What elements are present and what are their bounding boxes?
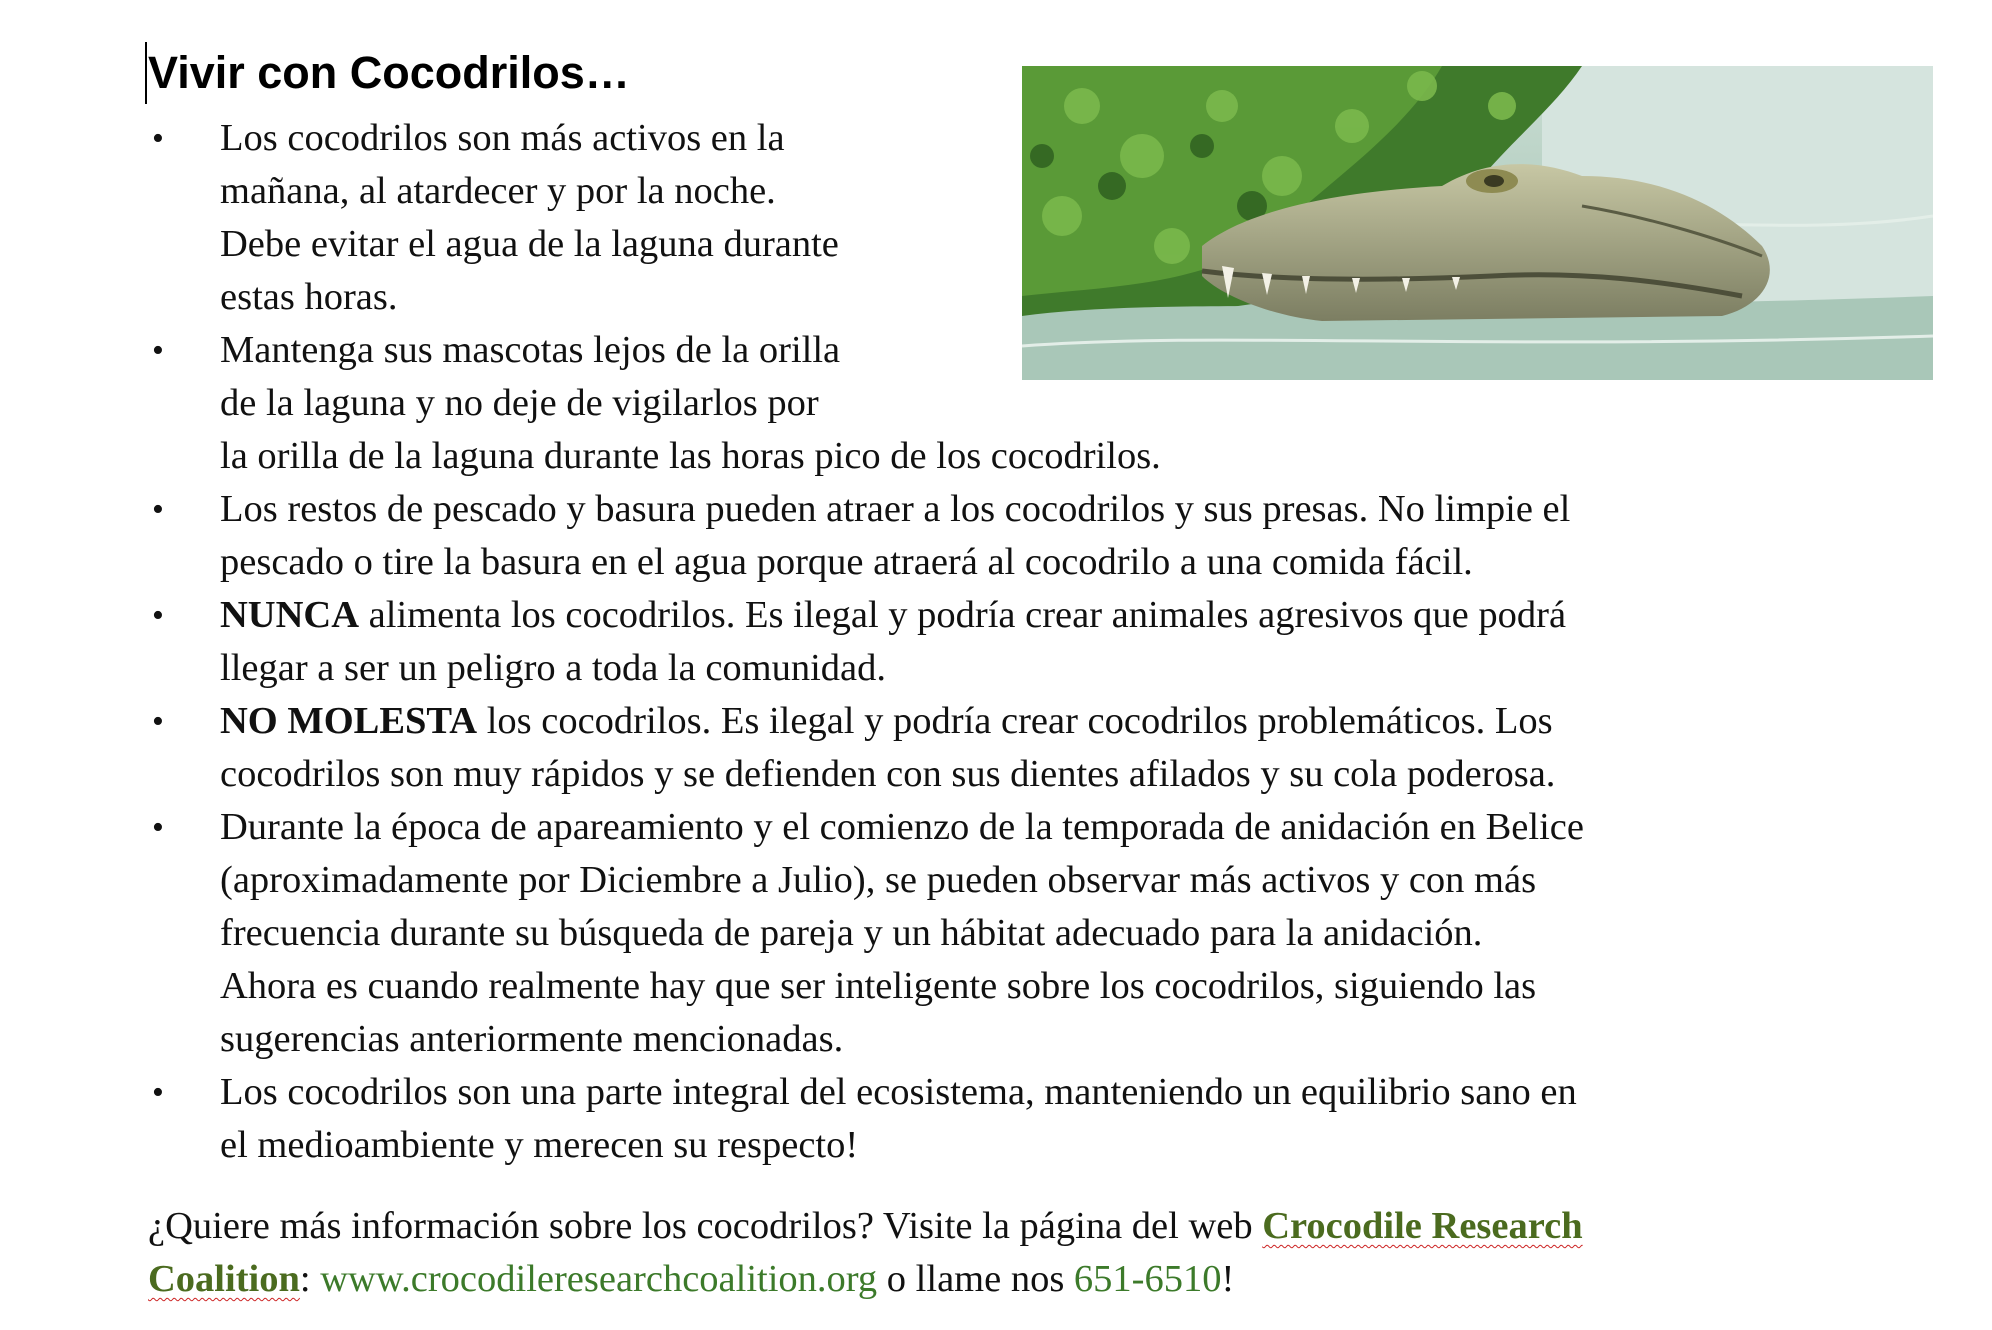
contact-footer xyxy=(148,1200,1948,1306)
list-item xyxy=(0,483,1584,589)
bullet-line: Los cocodrilos son más activos en la xyxy=(220,117,785,159)
bold-lead: NUNCA xyxy=(220,594,360,636)
tips-list xyxy=(0,112,1584,1172)
bullet-text: alimenta los cocodrilos. Es ilegal y podría crear animales agresivos que podrá xyxy=(359,594,1567,636)
bullet-line xyxy=(220,589,1584,642)
list-item xyxy=(0,324,1584,483)
list-item xyxy=(0,801,1584,1066)
footer-middle: o llame nos xyxy=(877,1258,1074,1300)
website-link[interactable]: www.crocodileresearchcoalition.org xyxy=(320,1258,878,1300)
bullet-line: pescado o tire la basura en el agua porque atraerá al cocodrilo a una comida fácil. xyxy=(220,541,1473,583)
bold-lead: NO MOLESTA xyxy=(220,700,478,742)
bullet-icon: • xyxy=(152,332,164,369)
bullet-line: Durante la época de apareamiento y el comienzo de la temporada de anidación en Belice xyxy=(220,806,1584,848)
bullet-line: (aproximadamente por Diciembre a Julio), se pueden observar más activos y con más xyxy=(220,859,1537,901)
bullet-line: Los cocodrilos son una parte integral del ecosistema, manteniendo un equilibrio sano en xyxy=(220,1071,1577,1113)
bullet-line: llegar a ser un peligro a toda la comunidad. xyxy=(220,647,887,689)
phone-number: 651-6510 xyxy=(1073,1258,1222,1300)
org-name-link[interactable]: Crocodile Research xyxy=(1262,1205,1583,1247)
bullet-icon: • xyxy=(152,120,164,157)
list-item xyxy=(0,695,1584,801)
bullet-line: estas horas. xyxy=(220,276,398,318)
footer-prefix: ¿Quiere más información sobre los cocodrilos? Visite la página del web xyxy=(148,1205,1263,1247)
bullet-line: el medioambiente y merecen su respecto! xyxy=(220,1124,859,1166)
bullet-icon: • xyxy=(152,703,164,740)
bullet-text: los cocodrilos. Es ilegal y podría crear cocodrilos problemáticos. Los xyxy=(477,700,1553,742)
text-cursor xyxy=(145,42,147,104)
bullet-icon: • xyxy=(152,1074,164,1111)
bullet-line: sugerencias anteriormente mencionadas. xyxy=(220,1018,844,1060)
bullet-line: Mantenga sus mascotas lejos de la orilla xyxy=(220,329,841,371)
bullet-line: frecuencia durante su búsqueda de pareja y un hábitat adecuado para la anidación. xyxy=(220,912,1483,954)
bullet-line: de la laguna y no deje de vigilarlos por xyxy=(220,382,819,424)
bullet-line: cocodrilos son muy rápidos y se defienden con sus dientes afilados y su cola poderosa. xyxy=(220,753,1556,795)
bullet-line xyxy=(220,695,1584,748)
footer-colon: : xyxy=(299,1258,321,1300)
bullet-line: Los restos de pescado y basura pueden atraer a los cocodrilos y sus presas. No limpie el xyxy=(220,488,1571,530)
bullet-line: la orilla de la laguna durante las horas pico de los cocodrilos. xyxy=(220,435,1161,477)
bullet-icon: • xyxy=(152,809,164,846)
org-name-link-cont[interactable]: Coalition xyxy=(148,1258,300,1300)
bullet-line: Ahora es cuando realmente hay que ser inteligente sobre los cocodrilos, siguiendo las xyxy=(220,965,1537,1007)
bullet-line: Debe evitar el agua de la laguna durante xyxy=(220,223,839,265)
bullet-icon: • xyxy=(152,597,164,634)
list-item xyxy=(0,112,1584,324)
bullet-icon: • xyxy=(152,491,164,528)
list-item xyxy=(0,1066,1584,1172)
bullet-line: mañana, al atardecer y por la noche. xyxy=(220,170,776,212)
list-item xyxy=(0,589,1584,695)
footer-end: ! xyxy=(1221,1258,1235,1300)
document-title: Vivir con Cocodrilos… xyxy=(148,47,630,98)
